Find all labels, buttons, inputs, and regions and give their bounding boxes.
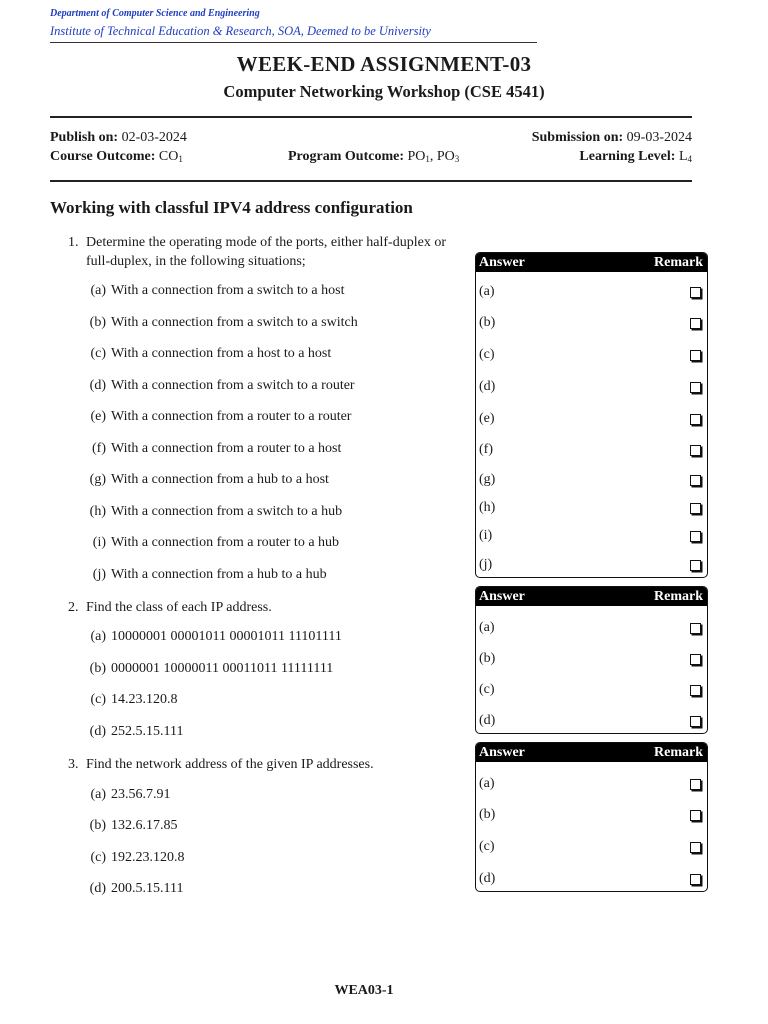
remark-checkbox[interactable] [690,350,701,361]
answer-row-label: (h) [479,500,496,515]
sub-question-label: (i) [92,535,106,550]
answer-row-label: (c) [479,347,495,362]
sub-question-text: 23.56.7.91 [111,787,171,802]
sub-question-text: With a connection from a switch to a switch [111,315,358,330]
answer-row [479,807,701,826]
answer-row [479,528,701,547]
answer-row-label: (e) [479,411,495,426]
answer-row-label: (a) [479,776,495,791]
remark-checkbox[interactable] [690,560,701,571]
answer-row-label: (b) [479,315,496,330]
course-outcome: Course Outcome: $CO_1$ [50,149,183,164]
meta-top-divider [50,116,692,118]
sub-question-text: 132.6.17.85 [111,818,178,833]
answer-box-header [476,587,707,606]
sub-question-text: With a connection from a host to a host [111,346,332,361]
answer-header-label: Answer [479,254,525,270]
answer-row [479,500,701,519]
submission-date: Submission on: 09-03-2024 [531,130,692,145]
sub-question-label: (f) [92,441,106,456]
publish-date: Publish on: 02-03-2024 [50,130,187,145]
answer-row [479,682,701,701]
sub-question-label: (b) [89,315,106,330]
remark-checkbox[interactable] [690,623,701,634]
answer-row-label: (d) [479,871,496,886]
sub-question-label: (h) [89,504,106,519]
answer-row [479,557,701,576]
answer-row [479,411,701,430]
sub-question-label: (a) [90,787,106,802]
answer-row-label: (f) [479,442,493,457]
institute-name: Institute of Technical Education & Research, SOA, Deemed to be University [50,24,431,38]
remark-checkbox[interactable] [690,445,701,456]
answer-row-label: (i) [479,528,493,543]
header-divider [50,42,537,43]
answer-row [479,347,701,366]
remark-checkbox[interactable] [690,842,701,853]
remark-header-label: Remark [654,588,703,604]
remark-checkbox[interactable] [690,716,701,727]
sub-question-text: With a connection from a switch to a router [111,378,355,393]
remark-checkbox[interactable] [690,874,701,885]
answer-row-label: (a) [479,284,495,299]
sub-question-text: 200.5.15.111 [111,881,184,896]
answer-box-header [476,743,707,762]
program-outcome: Program Outcome: $PO_1$, $PO_3$ [288,149,460,164]
sub-question-label: (c) [90,850,106,865]
remark-checkbox[interactable] [690,685,701,696]
question-text: Determine the operating mode of the ports, either half-duplex or [86,235,446,250]
answer-row [479,379,701,398]
answer-row-label: (j) [479,557,493,572]
sub-question-label: (g) [89,472,106,487]
page-footer: WEA03-1 [334,983,394,998]
department-name: Department of Computer Science and Engineering [50,8,260,19]
question-number: 3. [68,757,79,772]
remark-checkbox[interactable] [690,414,701,425]
remark-checkbox[interactable] [690,779,701,790]
question-text: Find the network address of the given IP addresses. [86,757,374,772]
remark-checkbox[interactable] [690,654,701,665]
sub-question-text: With a connection from a hub to a host [111,472,329,487]
sub-question-text: With a connection from a switch to a host [111,283,345,298]
answer-row [479,651,701,670]
question-number: 1. [68,235,79,250]
answer-row-label: (c) [479,682,495,697]
answer-box [475,742,708,892]
sub-question-label: (d) [89,881,106,896]
sub-question-label: (b) [89,818,106,833]
answer-row-label: (b) [479,807,496,822]
answer-row-label: (d) [479,379,496,394]
sub-question-text: 14.23.120.8 [111,692,178,707]
answer-row [479,776,701,795]
answer-row-label: (g) [479,472,496,487]
remark-checkbox[interactable] [690,475,701,486]
sub-question-text: 252.5.15.111 [111,724,184,739]
answer-row [479,871,701,890]
answer-row [479,442,701,461]
sub-question-text: With a connection from a router to a host [111,441,342,456]
answer-row-label: (b) [479,651,496,666]
answer-row [479,284,701,303]
sub-question-text: 10000001 00001011 00001011 11101111 [111,629,342,644]
answer-row [479,315,701,334]
answer-row-label: (a) [479,620,495,635]
remark-checkbox[interactable] [690,382,701,393]
sub-question-label: (b) [89,661,106,676]
sub-question-text: With a connection from a router to a hub [111,535,340,550]
answer-header-label: Answer [479,744,525,760]
answer-row [479,839,701,858]
question-number: 2. [68,600,79,615]
answer-box [475,586,708,734]
remark-header-label: Remark [654,254,703,270]
learning-level: Learning Level: $L_4$ [579,149,692,164]
sub-question-text: With a connection from a router to a router [111,409,352,424]
meta-bottom-divider [50,180,692,182]
sub-question-label: (d) [89,378,106,393]
sub-question-label: (a) [90,283,106,298]
remark-checkbox[interactable] [690,318,701,329]
sub-question-label: (a) [90,629,106,644]
sub-question-label: (c) [90,346,106,361]
answer-row-label: (d) [479,713,496,728]
answer-header-label: Answer [479,588,525,604]
answer-row [479,620,701,639]
answer-row-label: (c) [479,839,495,854]
sub-question-label: (j) [92,567,106,582]
sub-question-text: 192.23.120.8 [111,850,185,865]
question-text: Find the class of each IP address. [86,600,272,615]
remark-header-label: Remark [654,744,703,760]
course-subtitle: Computer Networking Workshop (CSE 4541) [223,82,545,101]
section-title: Working with classful IPV4 address configuration [50,198,413,217]
answer-box [475,252,708,578]
remark-checkbox[interactable] [690,810,701,821]
answer-row [479,472,701,491]
sub-question-text: With a connection from a hub to a hub [111,567,327,582]
remark-checkbox[interactable] [690,503,701,514]
answer-row [479,713,701,732]
sub-question-label: (e) [90,409,106,424]
page-title: WEEK-END ASSIGNMENT-03 [236,52,532,76]
sub-question-text: 0000001 10000011 00011011 11111111 [111,661,334,676]
question-text-continued: full-duplex, in the following situations; [86,254,306,269]
remark-checkbox[interactable] [690,531,701,542]
sub-question-label: (d) [89,724,106,739]
sub-question-text: With a connection from a switch to a hub [111,504,343,519]
remark-checkbox[interactable] [690,287,701,298]
sub-question-label: (c) [90,692,106,707]
answer-box-header [476,253,707,272]
